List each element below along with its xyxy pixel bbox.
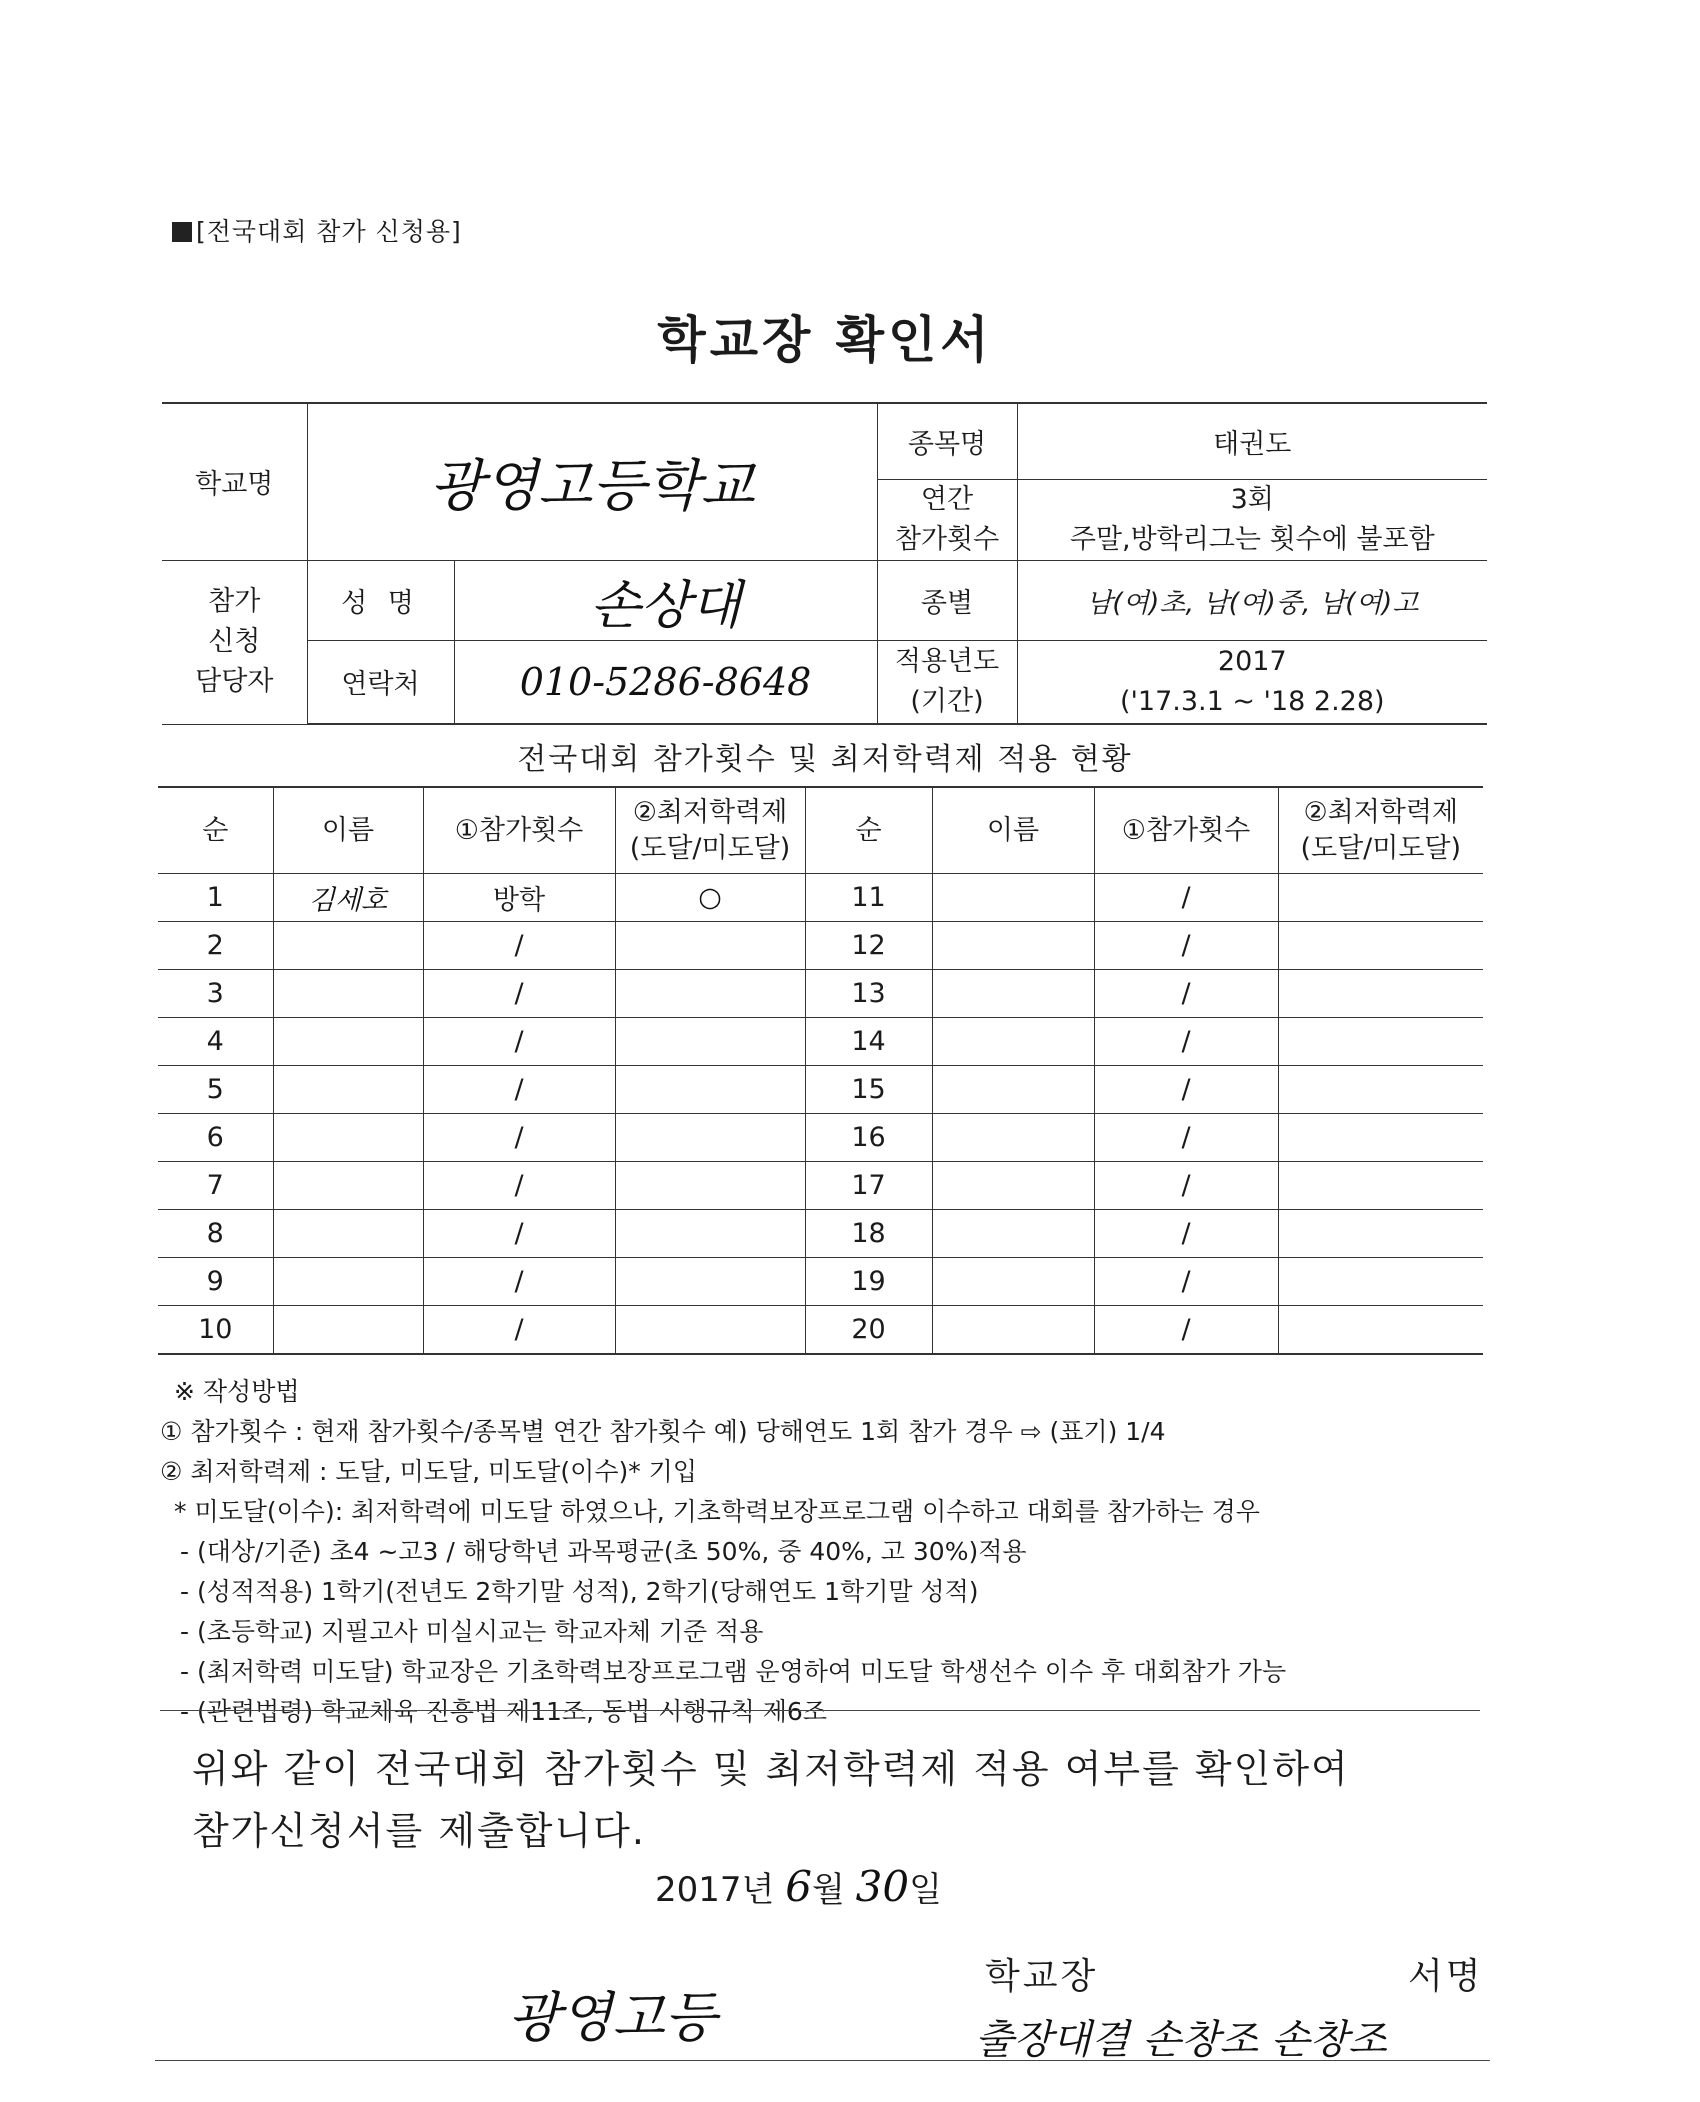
athlete-name: 김세호: [273, 874, 423, 922]
table-body: [158, 874, 1483, 1355]
athlete-name: [273, 1114, 423, 1162]
col-header-count: ①참가횟수: [1094, 787, 1278, 874]
table-row: [158, 1114, 1483, 1162]
min-standard-status: [615, 922, 805, 970]
table-row: [158, 874, 1483, 922]
athlete-name: [932, 1306, 1094, 1355]
col-header-name: 이름: [932, 787, 1094, 874]
participation-count: /: [1094, 1306, 1278, 1355]
row-number: 16: [805, 1114, 932, 1162]
min-standard-status: [1278, 1306, 1483, 1355]
writing-instructions: [160, 1372, 1490, 1732]
athlete-name: [273, 1210, 423, 1258]
divider: [160, 1710, 1480, 1711]
athlete-name: [273, 1066, 423, 1114]
row-number: 12: [805, 922, 932, 970]
instruction-item: - (성적적용) 1학기(전년도 2학기말 성적), 2학기(당해연도 1학기말 성적): [180, 1577, 979, 1606]
school-name-value: 광영고등학교: [307, 403, 877, 560]
square-bullet-icon: [172, 222, 192, 242]
athlete-name: [273, 922, 423, 970]
athlete-name: [932, 1114, 1094, 1162]
applicant-label: 참가 신청 담당자: [162, 560, 307, 724]
row-number: 14: [805, 1018, 932, 1066]
table-row: [158, 922, 1483, 970]
min-standard-status: ○: [615, 874, 805, 922]
participation-count: /: [1094, 1258, 1278, 1306]
athlete-name: [932, 874, 1094, 922]
info-table: [162, 402, 1487, 725]
participation-count: /: [423, 922, 615, 970]
instruction-item: ① 참가횟수 : 현재 참가횟수/종목별 연간 참가횟수 예) 당해연도 1회 참가 경우 ⇨ (표기) 1/4: [160, 1417, 1166, 1446]
principal-handwritten-signature: 출장대결 손창조 손창조: [975, 2017, 1387, 2063]
table-row: [158, 1258, 1483, 1306]
instruction-item: - (관련법령) 학교체육 진흥법 제11조, 동법 시행규칙 제6조: [180, 1697, 827, 1726]
signing-date: 2017년 6월 30일: [655, 1862, 942, 1911]
min-standard-status: [1278, 970, 1483, 1018]
participation-count: /: [423, 1018, 615, 1066]
participation-count: /: [423, 1210, 615, 1258]
table-row: [158, 1210, 1483, 1258]
col-header-count: ①참가횟수: [423, 787, 615, 874]
row-number: 10: [158, 1306, 273, 1355]
name-label: 성 명: [307, 560, 454, 640]
athlete-name: [932, 1258, 1094, 1306]
min-standard-status: [615, 1162, 805, 1210]
min-standard-status: [1278, 1210, 1483, 1258]
row-number: 1: [158, 874, 273, 922]
min-standard-status: [615, 1018, 805, 1066]
athlete-name: [932, 1162, 1094, 1210]
category-value: 남(여)초, 남(여)중, 남(여)고: [1017, 560, 1487, 640]
min-standard-status: [615, 1258, 805, 1306]
apply-year-label: 적용년도 (기간): [877, 640, 1017, 724]
event-label: 종목명: [877, 403, 1017, 479]
row-number: 18: [805, 1210, 932, 1258]
athlete-name: [273, 1306, 423, 1355]
min-standard-status: [1278, 1114, 1483, 1162]
row-number: 4: [158, 1018, 273, 1066]
col-header-no: 순: [805, 787, 932, 874]
annual-count-label: 연간 참가횟수: [877, 479, 1017, 560]
min-standard-status: [1278, 1018, 1483, 1066]
athlete-name: [273, 1018, 423, 1066]
instruction-item: - (대상/기준) 초4 ~고3 / 해당학년 과목평균(초 50%, 중 40%, 고 30%)적용: [180, 1537, 1027, 1566]
participation-count: /: [423, 970, 615, 1018]
table-row: [158, 1162, 1483, 1210]
athlete-name: [932, 1066, 1094, 1114]
athlete-name: [273, 1258, 423, 1306]
participation-count: /: [1094, 1114, 1278, 1162]
athlete-name: [273, 970, 423, 1018]
event-value: 태권도: [1017, 403, 1487, 479]
participation-table: [158, 786, 1483, 1355]
min-standard-status: [615, 970, 805, 1018]
min-standard-status: [1278, 1258, 1483, 1306]
min-standard-status: [1278, 1162, 1483, 1210]
row-number: 15: [805, 1066, 932, 1114]
signature-label: 서명: [1408, 1956, 1484, 1997]
instruction-item: - (초등학교) 지필고사 미실시교는 학교자체 기준 적용: [180, 1617, 764, 1646]
row-number: 11: [805, 874, 932, 922]
application-tag: [전국대회 참가 신청용]: [172, 212, 462, 248]
document-title: 학교장 확인서: [657, 311, 993, 369]
row-number: 2: [158, 922, 273, 970]
participation-count: /: [423, 1162, 615, 1210]
table-header-row: [158, 787, 1483, 874]
row-number: 13: [805, 970, 932, 1018]
row-number: 6: [158, 1114, 273, 1162]
table-row: [158, 970, 1483, 1018]
athlete-name: [932, 1018, 1094, 1066]
participation-count: 방학: [423, 874, 615, 922]
col-header-min-standard: ②최저학력제 (도달/미도달): [615, 787, 805, 874]
contact-label: 연락처: [307, 640, 454, 724]
min-standard-status: [615, 1306, 805, 1355]
athlete-name: [932, 970, 1094, 1018]
athlete-name: [932, 922, 1094, 970]
row-number: 17: [805, 1162, 932, 1210]
row-number: 19: [805, 1258, 932, 1306]
instruction-item: - (최저학력 미도달) 학교장은 기초학력보장프로그램 운영하여 미도달 학생선수 이수 후 대회참가 가능: [180, 1657, 1287, 1686]
bottom-divider: [155, 2060, 1490, 2061]
participation-count: /: [1094, 1066, 1278, 1114]
min-standard-status: [1278, 874, 1483, 922]
confirmation-statement: 위와 같이 전국대회 참가횟수 및 최저학력제 적용 여부를 확인하여 참가신청서를 제출합니다.: [192, 1747, 1350, 1853]
table-row: [158, 1018, 1483, 1066]
contact-value: 010-5286-8648: [454, 640, 877, 724]
instructions-title: ※ 작성방법: [174, 1377, 300, 1406]
row-number: 5: [158, 1066, 273, 1114]
row-number: 9: [158, 1258, 273, 1306]
participation-count: /: [423, 1258, 615, 1306]
participation-count: /: [423, 1114, 615, 1162]
school-handwritten-signature: 광영고등: [508, 1986, 717, 2049]
row-number: 3: [158, 970, 273, 1018]
participation-count: /: [1094, 1162, 1278, 1210]
col-header-no: 순: [158, 787, 273, 874]
row-number: 20: [805, 1306, 932, 1355]
participation-count: /: [1094, 1210, 1278, 1258]
min-standard-status: [1278, 1066, 1483, 1114]
table-row: [158, 1066, 1483, 1114]
min-standard-status: [615, 1066, 805, 1114]
min-standard-status: [1278, 922, 1483, 970]
min-standard-status: [615, 1114, 805, 1162]
min-standard-status: [615, 1210, 805, 1258]
category-label: 종별: [877, 560, 1017, 640]
participation-count: /: [1094, 922, 1278, 970]
row-number: 8: [158, 1210, 273, 1258]
instruction-item: ② 최저학력제 : 도달, 미도달, 미도달(이수)* 기입: [160, 1457, 697, 1486]
participation-count: /: [1094, 1018, 1278, 1066]
section-title: 전국대회 참가횟수 및 최저학력제 적용 현황: [517, 742, 1133, 777]
participation-count: /: [423, 1306, 615, 1355]
name-value: 손상대: [454, 560, 877, 640]
principal-label: 학교장: [985, 1956, 1099, 1997]
participation-count: /: [423, 1066, 615, 1114]
annual-count-value: 3회 주말,방학리그는 횟수에 불포함: [1017, 479, 1487, 560]
school-label: 학교명: [162, 403, 307, 560]
table-row: [158, 1306, 1483, 1355]
participation-count: /: [1094, 970, 1278, 1018]
col-header-min-standard: ②최저학력제 (도달/미도달): [1278, 787, 1483, 874]
col-header-name: 이름: [273, 787, 423, 874]
apply-year-value: 2017 ('17.3.1 ~ '18 2.28): [1017, 640, 1487, 724]
row-number: 7: [158, 1162, 273, 1210]
instruction-item: * 미도달(이수): 최저학력에 미도달 하였으나, 기초학력보장프로그램 이수하고 대회를 참가하는 경우: [174, 1497, 1260, 1526]
participation-count: /: [1094, 874, 1278, 922]
athlete-name: [273, 1162, 423, 1210]
athlete-name: [932, 1210, 1094, 1258]
